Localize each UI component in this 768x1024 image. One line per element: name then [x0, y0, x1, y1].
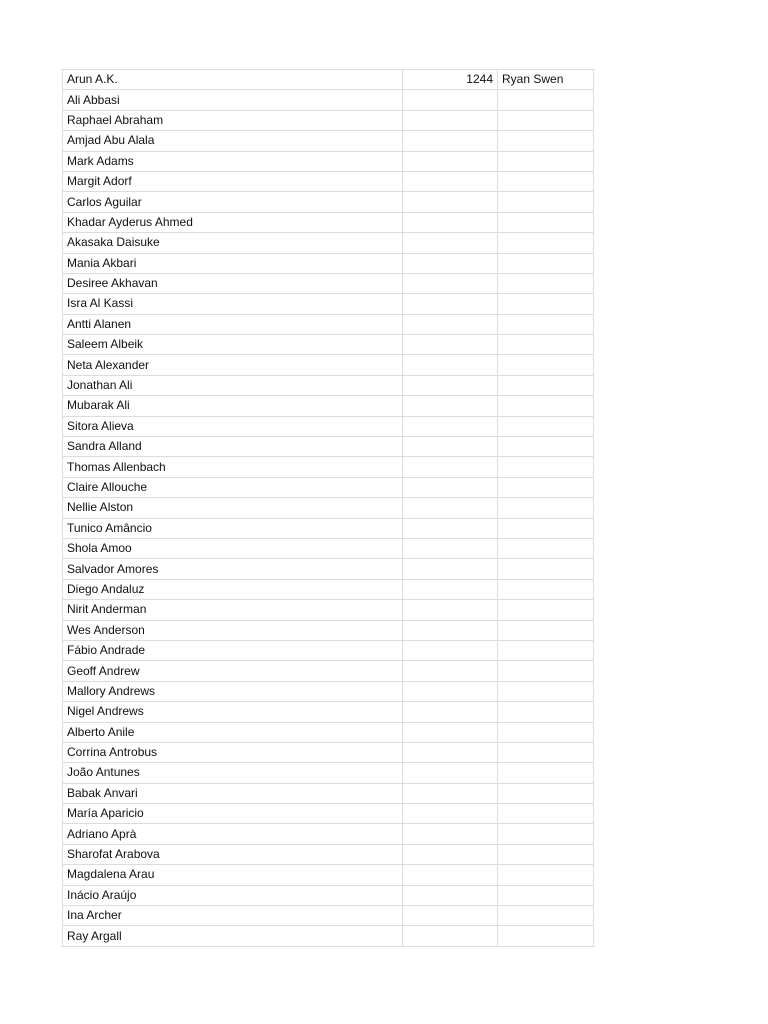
number-cell — [403, 661, 498, 681]
other-cell — [498, 600, 594, 620]
other-cell — [498, 579, 594, 599]
table-row — [63, 783, 594, 803]
table-row — [63, 559, 594, 579]
table-row — [63, 335, 594, 355]
other-cell — [498, 131, 594, 151]
other-cell — [498, 620, 594, 640]
number-cell — [403, 640, 498, 660]
name-cell: Amjad Abu Alala — [63, 131, 403, 151]
other-cell — [498, 804, 594, 824]
number-cell — [403, 763, 498, 783]
name-cell: Ali Abbasi — [63, 90, 403, 110]
name-cell: Tunico Amâncio — [63, 518, 403, 538]
other-cell — [498, 518, 594, 538]
table-row — [63, 375, 594, 395]
name-cell: Fábio Andrade — [63, 640, 403, 660]
number-cell — [403, 396, 498, 416]
name-cell: Nirit Anderman — [63, 600, 403, 620]
name-cell: Corrina Antrobus — [63, 742, 403, 762]
table-row — [63, 661, 594, 681]
other-cell — [498, 416, 594, 436]
number-cell — [403, 885, 498, 905]
other-cell — [498, 702, 594, 722]
table-row — [63, 294, 594, 314]
number-cell — [403, 477, 498, 497]
other-cell — [498, 233, 594, 253]
other-cell — [498, 314, 594, 334]
name-cell: Geoff Andrew — [63, 661, 403, 681]
number-cell — [403, 906, 498, 926]
name-cell: Adriano Aprà — [63, 824, 403, 844]
table-row — [63, 906, 594, 926]
name-cell: Carlos Aguilar — [63, 192, 403, 212]
table-row — [63, 253, 594, 273]
name-cell: María Aparicio — [63, 804, 403, 824]
number-cell — [403, 151, 498, 171]
name-cell: Shola Amoo — [63, 538, 403, 558]
number-cell — [403, 722, 498, 742]
other-cell — [498, 906, 594, 926]
number-cell — [403, 498, 498, 518]
number-cell — [403, 804, 498, 824]
table-row — [63, 702, 594, 722]
name-cell: Nellie Alston — [63, 498, 403, 518]
number-cell — [403, 171, 498, 191]
table-row — [63, 498, 594, 518]
other-cell — [498, 640, 594, 660]
number-cell — [403, 742, 498, 762]
number-cell — [403, 416, 498, 436]
name-cell: Sandra Alland — [63, 437, 403, 457]
other-cell — [498, 396, 594, 416]
other-cell: Ryan Swen — [498, 70, 594, 90]
other-cell — [498, 355, 594, 375]
table-row — [63, 844, 594, 864]
number-cell — [403, 131, 498, 151]
table-row — [63, 355, 594, 375]
name-cell: Ray Argall — [63, 926, 403, 946]
number-cell — [403, 824, 498, 844]
other-cell — [498, 763, 594, 783]
number-cell — [403, 375, 498, 395]
other-cell — [498, 335, 594, 355]
table-row — [63, 90, 594, 110]
number-cell — [403, 192, 498, 212]
name-cell: Saleem Albeik — [63, 335, 403, 355]
number-cell — [403, 212, 498, 232]
other-cell — [498, 722, 594, 742]
table-row — [63, 804, 594, 824]
name-cell: Jonathan Ali — [63, 375, 403, 395]
number-cell — [403, 233, 498, 253]
name-cell: Wes Anderson — [63, 620, 403, 640]
other-cell — [498, 824, 594, 844]
name-cell: Sharofat Arabova — [63, 844, 403, 864]
table-row — [63, 314, 594, 334]
table-row — [63, 110, 594, 130]
table-row — [63, 416, 594, 436]
other-cell — [498, 681, 594, 701]
table-row — [63, 192, 594, 212]
name-cell: Alberto Anile — [63, 722, 403, 742]
number-cell — [403, 253, 498, 273]
other-cell — [498, 273, 594, 293]
name-cell: Nigel Andrews — [63, 702, 403, 722]
other-cell — [498, 742, 594, 762]
table-row — [63, 681, 594, 701]
name-cell: Salvador Amores — [63, 559, 403, 579]
table-row — [63, 437, 594, 457]
number-cell — [403, 110, 498, 130]
name-table — [62, 69, 594, 947]
table-row — [63, 396, 594, 416]
table-body — [63, 70, 594, 947]
table-row — [63, 477, 594, 497]
other-cell — [498, 844, 594, 864]
number-cell — [403, 457, 498, 477]
table-row — [63, 885, 594, 905]
number-cell — [403, 600, 498, 620]
other-cell — [498, 253, 594, 273]
number-cell: 1244 — [403, 70, 498, 90]
number-cell — [403, 538, 498, 558]
table-row — [63, 865, 594, 885]
name-cell: Isra Al Kassi — [63, 294, 403, 314]
other-cell — [498, 538, 594, 558]
name-cell: Akasaka Daisuke — [63, 233, 403, 253]
name-cell: Khadar Ayderus Ahmed — [63, 212, 403, 232]
other-cell — [498, 457, 594, 477]
other-cell — [498, 783, 594, 803]
name-cell: Mallory Andrews — [63, 681, 403, 701]
number-cell — [403, 783, 498, 803]
name-cell: João Antunes — [63, 763, 403, 783]
name-cell: Inácio Araújo — [63, 885, 403, 905]
number-cell — [403, 865, 498, 885]
table-row — [63, 457, 594, 477]
table-row — [63, 131, 594, 151]
table-row — [63, 151, 594, 171]
name-cell: Desiree Akhavan — [63, 273, 403, 293]
other-cell — [498, 212, 594, 232]
other-cell — [498, 171, 594, 191]
number-cell — [403, 437, 498, 457]
table-row — [63, 273, 594, 293]
other-cell — [498, 559, 594, 579]
table-row — [63, 722, 594, 742]
name-cell: Mania Akbari — [63, 253, 403, 273]
name-cell: Arun A.K. — [63, 70, 403, 90]
number-cell — [403, 314, 498, 334]
name-cell: Babak Anvari — [63, 783, 403, 803]
number-cell — [403, 559, 498, 579]
other-cell — [498, 437, 594, 457]
other-cell — [498, 90, 594, 110]
number-cell — [403, 844, 498, 864]
other-cell — [498, 192, 594, 212]
name-cell: Magdalena Arau — [63, 865, 403, 885]
other-cell — [498, 375, 594, 395]
name-cell: Mark Adams — [63, 151, 403, 171]
number-cell — [403, 273, 498, 293]
name-cell: Margit Adorf — [63, 171, 403, 191]
name-cell: Antti Alanen — [63, 314, 403, 334]
other-cell — [498, 885, 594, 905]
name-cell: Claire Allouche — [63, 477, 403, 497]
table-row — [63, 579, 594, 599]
table-row — [63, 70, 594, 90]
name-cell: Thomas Allenbach — [63, 457, 403, 477]
name-cell: Neta Alexander — [63, 355, 403, 375]
table-row — [63, 926, 594, 946]
name-cell: Mubarak Ali — [63, 396, 403, 416]
table-row — [63, 233, 594, 253]
table-row — [63, 620, 594, 640]
number-cell — [403, 620, 498, 640]
number-cell — [403, 90, 498, 110]
number-cell — [403, 926, 498, 946]
table-row — [63, 824, 594, 844]
number-cell — [403, 579, 498, 599]
other-cell — [498, 477, 594, 497]
table-row — [63, 742, 594, 762]
number-cell — [403, 681, 498, 701]
other-cell — [498, 926, 594, 946]
name-cell: Diego Andaluz — [63, 579, 403, 599]
table-row — [63, 640, 594, 660]
number-cell — [403, 294, 498, 314]
other-cell — [498, 661, 594, 681]
number-cell — [403, 702, 498, 722]
number-cell — [403, 335, 498, 355]
name-cell: Ina Archer — [63, 906, 403, 926]
other-cell — [498, 110, 594, 130]
other-cell — [498, 498, 594, 518]
table-row — [63, 518, 594, 538]
table-row — [63, 763, 594, 783]
name-cell: Raphael Abraham — [63, 110, 403, 130]
other-cell — [498, 294, 594, 314]
name-cell: Sitora Alieva — [63, 416, 403, 436]
table-row — [63, 538, 594, 558]
other-cell — [498, 865, 594, 885]
table-row — [63, 212, 594, 232]
table-row — [63, 171, 594, 191]
number-cell — [403, 355, 498, 375]
table-row — [63, 600, 594, 620]
number-cell — [403, 518, 498, 538]
other-cell — [498, 151, 594, 171]
